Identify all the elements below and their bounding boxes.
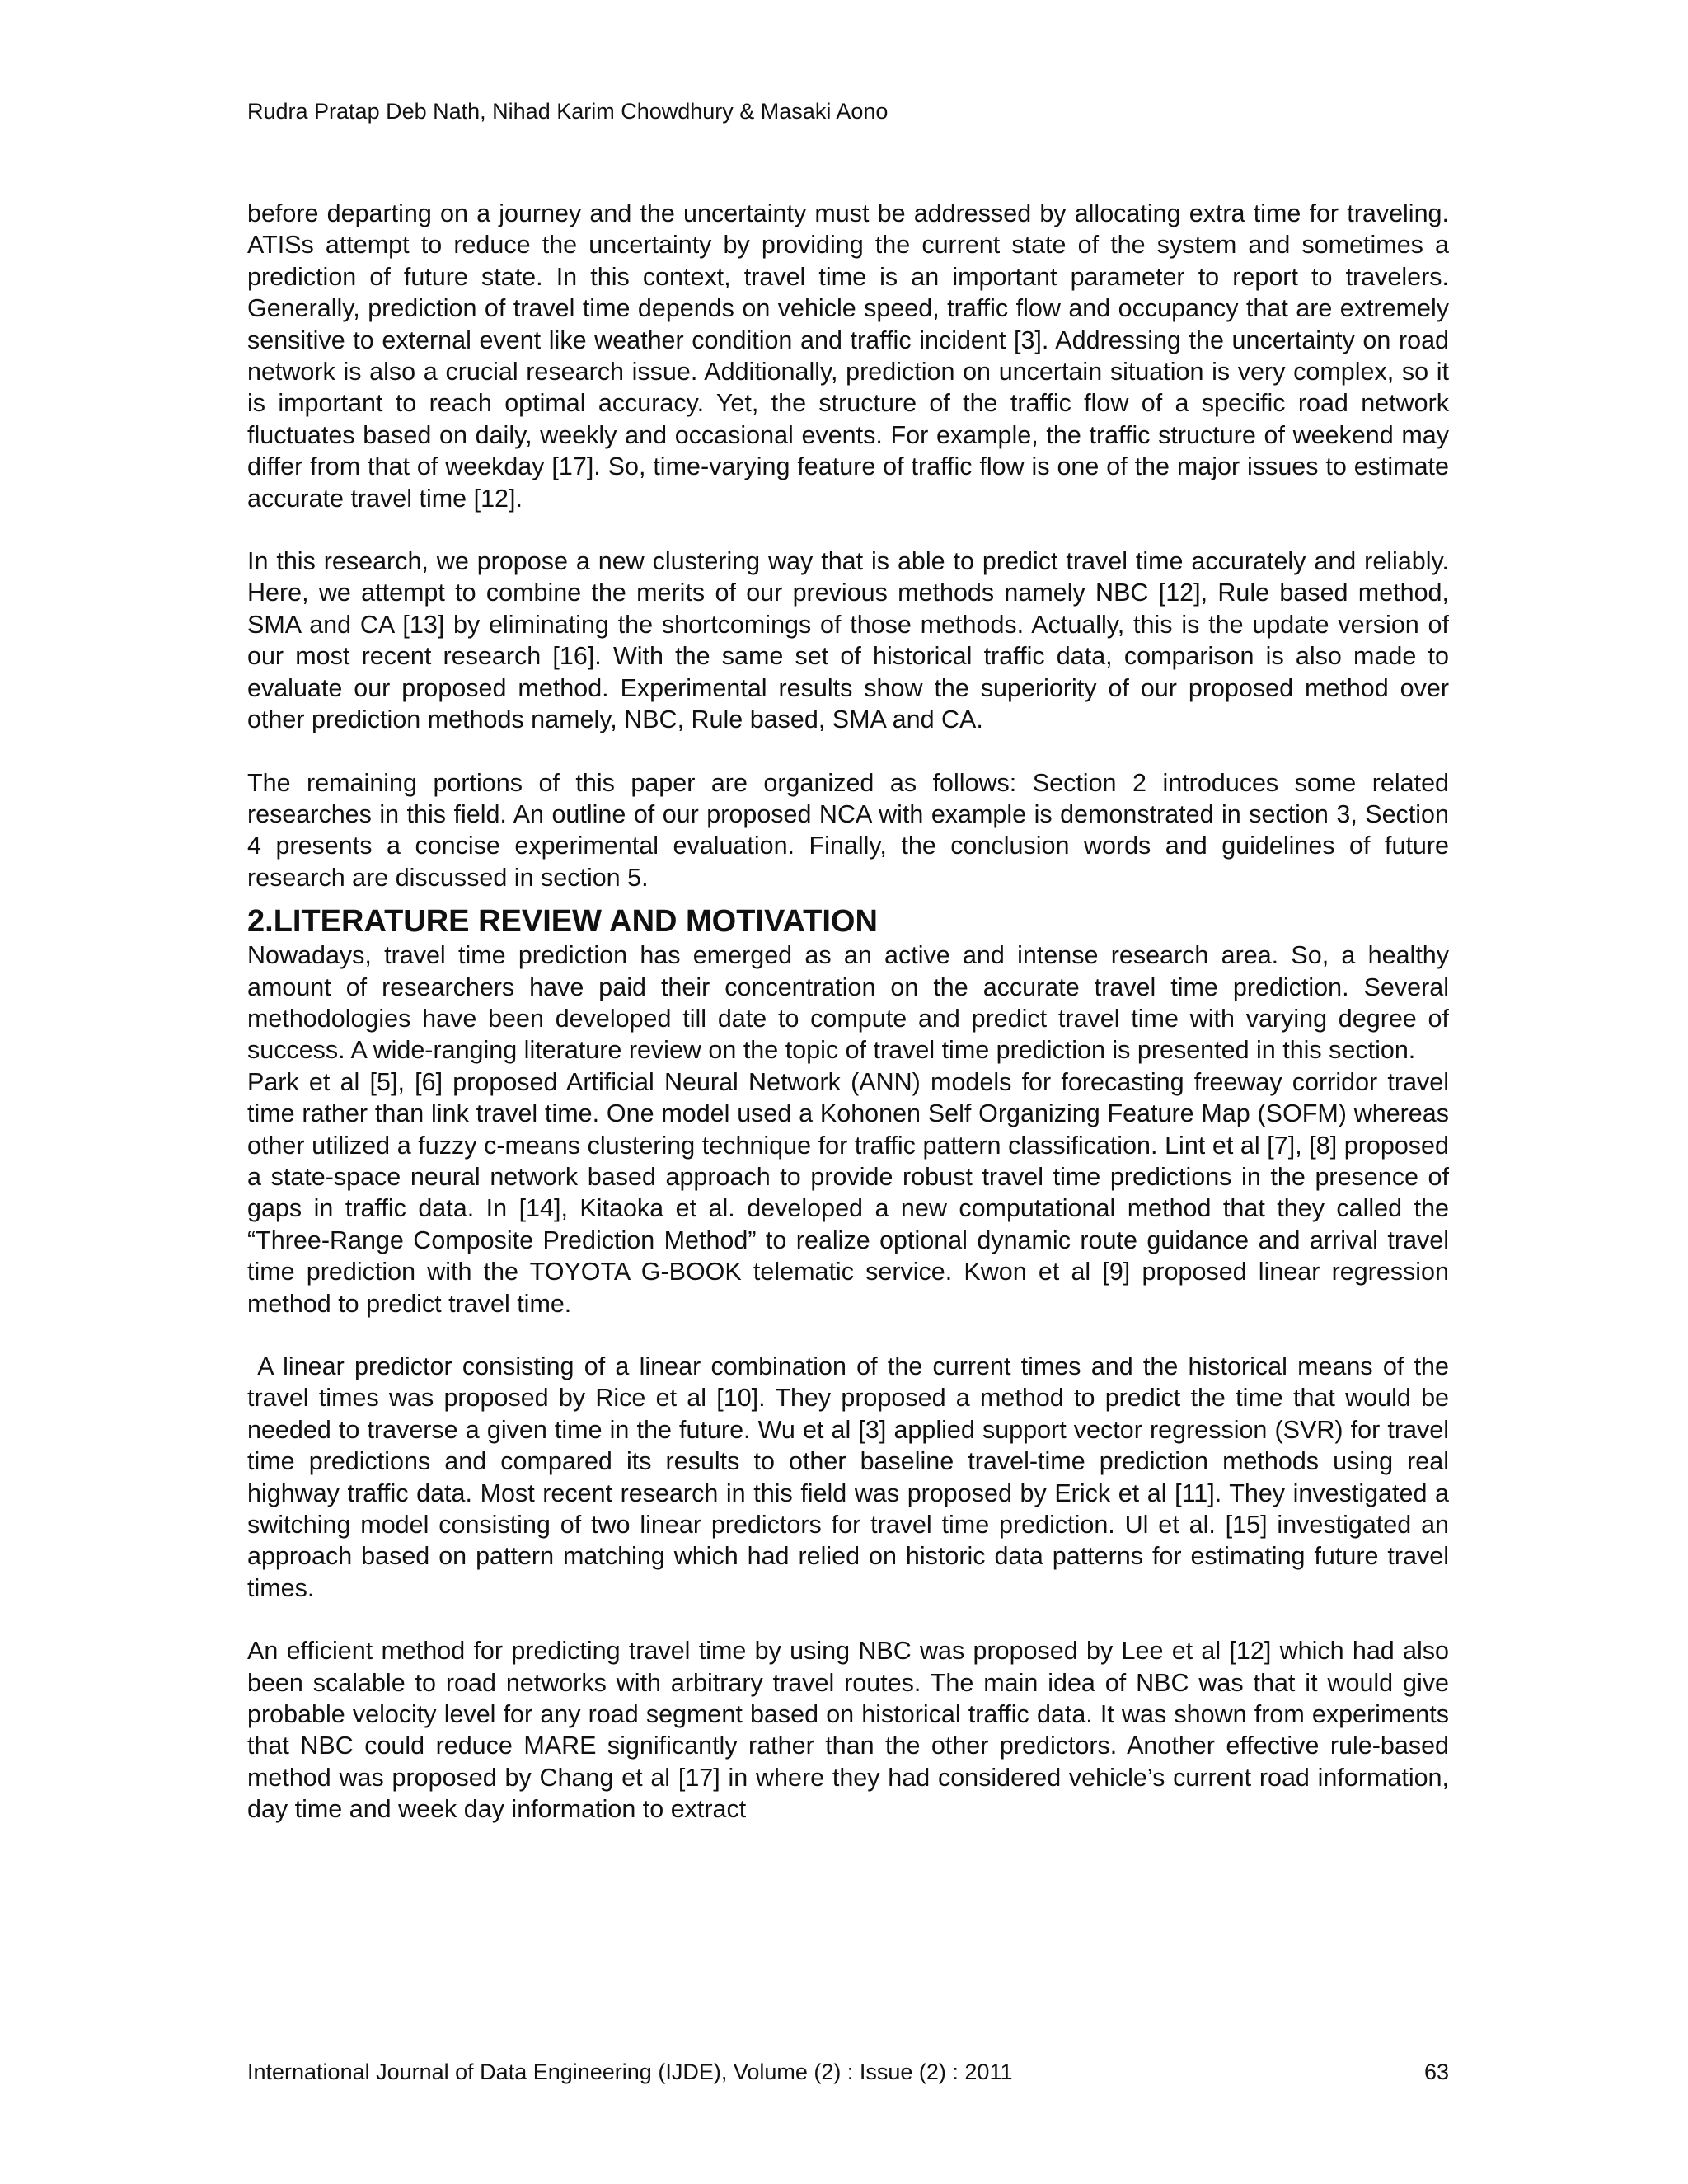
- paragraph-paper-organization: The remaining portions of this paper are organized as follows: Section 2 introduces some related researches in this field. An outline of our proposed NCA with example is demonstrated in section 3, Section 4 presents a concise experimental evaluation. Finally, the conclusion words and guidelines of future research are discussed in section 5.: [247, 768, 1449, 892]
- paragraph-gap: [247, 736, 1449, 767]
- body-text: [247, 198, 1456, 1825]
- footer-page-number: 63: [1423, 2060, 1449, 2084]
- section-heading-literature-review: 2.LITERATURE REVIEW AND MOTIVATION: [247, 904, 878, 940]
- paragraph-neural-network-methods: Park et al [5], [6] proposed Artificial Neural Network (ANN) models for forecasting freeway corridor travel time rather than link travel time. One model used a Kohonen Self Organizing Feature Map (SOFM) whereas other utilized a fuzzy c-means clustering technique for traffic pattern classification. Lint et al [7], [8] proposed a state-space neural network based approach to provide robust travel time predictions in the presence of gaps in traffic data. In [14], Kitaoka et al. developed a new computational method that they called the “Three-Range Composite Prediction Method” to realize optional dynamic route guidance and arrival travel time prediction with the TOYOTA G-BOOK telematic service. Kwon et al [9] proposed linear regression method to predict travel time.: [247, 1067, 1449, 1318]
- paragraph-linear-predictors: A linear predictor consisting of a linear combination of the current times and the historical means of the travel times was proposed by Rice et al [10]. They proposed a method to predict the time that would be needed to traverse a given time in the future. Wu et al [3] applied support vector regression (SVR) for travel time predictions and compared its results to other baseline travel-time prediction methods using real highway traffic data. Most recent research in this field was proposed by Erick et al [11]. They investigated a switching model consisting of two linear predictors for travel time prediction. Ul et al. [15] investigated an approach based on pattern matching which had relied on historic data patterns for estimating future travel times.: [247, 1352, 1456, 1602]
- paragraph-literature-intro: Nowadays, travel time prediction has emerged as an active and intense research area. So, a healthy amount of researchers have paid their concentration on the accurate travel time prediction. Several methodologies have been developed till date to compute and predict travel time with varying degree of success. A wide-ranging literature review on the topic of travel time prediction is presented in this section.: [247, 941, 1449, 1065]
- paragraph-research-proposal: In this research, we propose a new clustering way that is able to predict travel time accurately and reliably. Here, we attempt to combine the merits of our previous methods namely NBC [12], Rule based method, SMA and CA [13] by eliminating the shortcomings of those methods. Actually, this is the update version of our most recent research [16]. With the same set of historical traffic data, comparison is also made to evaluate our proposed method. Experimental results show the superiority of our proposed method over other prediction methods namely, NBC, Rule based, SMA and CA.: [247, 547, 1449, 734]
- paragraph-gap: [247, 1604, 1449, 1635]
- running-head-authors: Rudra Pratap Deb Nath, Nihad Karim Chowdhury & Masaki Aono: [247, 99, 889, 124]
- paragraph-nbc-method: An efficient method for predicting travel time by using NBC was proposed by Lee et al [12] which had also been scalable to road networks with arbitrary travel routes. The main idea of NBC was that it would give probable velocity level for any road segment based on historical traffic data. It was shown from experiments that NBC could reduce MARE significantly rather than the other predictors. Another effective rule-based method was proposed by Chang et al [17] in where they had considered vehicle’s current road information, day time and week day information to extract: [247, 1637, 1449, 1824]
- paragraph-gap: [247, 1319, 1449, 1351]
- paragraph-gap: [247, 514, 1449, 546]
- paragraph-intro-continued: before departing on a journey and the uncertainty must be addressed by allocating extra time for traveling. ATISs attempt to reduce the uncertainty by providing the current state of the system and sometimes a prediction of future state. In this context, travel time is an important parameter to report to travelers. Generally, prediction of travel time depends on vehicle speed, traffic flow and occupancy that are extremely sensitive to external event like weather condition and traffic incident [3]. Addressing the uncertainty on road network is also a crucial research issue. Additionally, prediction on uncertain situation is very complex, so it is important to reach optimal accuracy. Yet, the structure of the traffic flow of a specific road network fluctuates based on daily, weekly and occasional events. For example, the traffic structure of weekend may differ from that of weekday [17]. So, time-varying feature of traffic flow is one of the major issues to estimate accurate travel time [12].: [247, 199, 1449, 513]
- footer-journal-citation: International Journal of Data Engineering (IJDE), Volume (2) : Issue (2) : 2011: [247, 2060, 1013, 2084]
